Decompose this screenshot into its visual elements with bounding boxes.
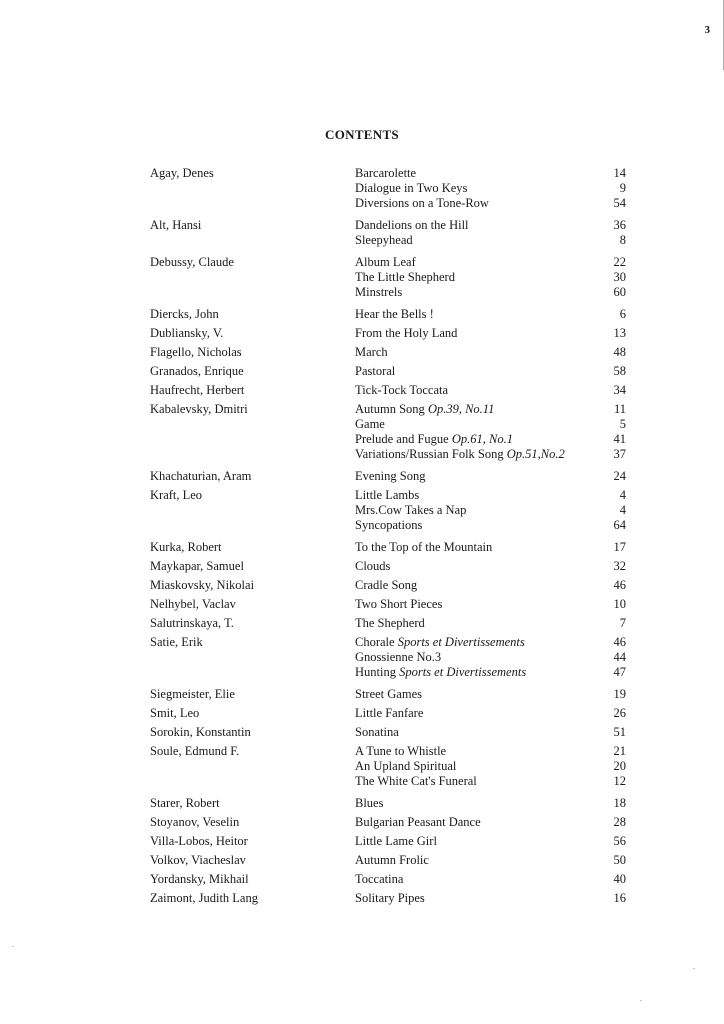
toc-entry [150, 255, 630, 300]
works-list [355, 687, 630, 702]
toc-entry [150, 469, 630, 484]
work-title-text: Barcarolette [355, 166, 417, 180]
work-title-text: Little Fanfare [355, 706, 424, 720]
scan-speck [640, 1000, 642, 1001]
work-title-text: March [355, 345, 388, 359]
composer-name: Nelhybel, Vaclav [150, 597, 236, 611]
page-ref: 47 [613, 665, 626, 679]
page-ref: 21 [613, 744, 626, 758]
works-list [355, 815, 630, 830]
works-list [355, 364, 630, 379]
work-title [355, 834, 437, 849]
composer-name: Starer, Robert [150, 796, 220, 810]
work-title-text: A Tune to Whistle [355, 744, 447, 758]
work-item [355, 326, 630, 341]
work-item [355, 834, 630, 849]
page-ref: 64 [613, 518, 626, 532]
work-item [355, 744, 630, 759]
work-title [355, 196, 489, 211]
work-title-text: Little Lame Girl [355, 834, 437, 848]
work-item [355, 725, 630, 740]
page-ref: 58 [613, 364, 626, 378]
composer-name: Satie, Erik [150, 635, 203, 649]
page-ref: 32 [613, 559, 626, 573]
work-opus: Sports et Divertissements [397, 635, 525, 649]
work-title-text: The Shepherd [355, 616, 425, 630]
scan-speck [12, 946, 14, 947]
works-list [355, 616, 630, 631]
work-item [355, 255, 630, 270]
composer-name: Stoyanov, Veselin [150, 815, 240, 829]
work-title [355, 650, 441, 665]
work-title [355, 233, 413, 248]
page-ref: 40 [613, 872, 626, 886]
works-list [355, 540, 630, 555]
works-list [355, 166, 630, 211]
page-ref: 51 [613, 725, 626, 739]
toc-entry [150, 345, 630, 360]
toc-entry [150, 891, 630, 906]
toc-entry [150, 218, 630, 248]
work-item [355, 270, 630, 285]
work-title [355, 285, 402, 300]
page-ref: 48 [613, 345, 626, 359]
work-item [355, 181, 630, 196]
composer-name: Miaskovsky, Nikolai [150, 578, 255, 592]
page-ref: 11 [613, 402, 626, 416]
composer-name: Volkov, Viacheslav [150, 853, 246, 867]
works-list [355, 402, 630, 462]
composer-name: Debussy, Claude [150, 255, 234, 269]
page-ref: 14 [613, 166, 626, 180]
work-item [355, 447, 630, 462]
work-title-text: Game [355, 417, 385, 431]
toc-entry [150, 706, 630, 721]
composer-name: Khachaturian, Aram [150, 469, 252, 483]
work-title [355, 181, 467, 196]
toc-entry [150, 383, 630, 398]
work-item [355, 597, 630, 612]
work-title [355, 166, 416, 181]
work-item [355, 345, 630, 360]
work-title-text: Street Games [355, 687, 422, 701]
page-ref: 26 [613, 706, 626, 720]
work-item [355, 650, 630, 665]
works-list [355, 597, 630, 612]
page-ref: 37 [613, 447, 626, 461]
composer-name: Soule, Edmund F. [150, 744, 240, 758]
work-item [355, 540, 630, 555]
work-title [355, 744, 446, 759]
work-title-text: Tick-Tock Toccata [355, 383, 449, 397]
toc-entry [150, 326, 630, 341]
work-title [355, 364, 395, 379]
page-ref: 7 [619, 616, 626, 630]
work-title [355, 326, 457, 341]
work-title [355, 578, 417, 593]
page-title: CONTENTS [325, 127, 399, 142]
work-title [355, 687, 422, 702]
work-title-text: Dialogue in Two Keys [355, 181, 468, 195]
toc-entry [150, 744, 630, 789]
page-ref: 44 [613, 650, 626, 664]
page-ref: 50 [613, 853, 626, 867]
composer-name: Granados, Enrique [150, 364, 244, 378]
work-item [355, 166, 630, 181]
work-title [355, 665, 526, 680]
toc-entry [150, 488, 630, 533]
toc-entry [150, 725, 630, 740]
work-item [355, 774, 630, 789]
toc-entry [150, 307, 630, 322]
work-title [355, 616, 425, 631]
work-title-text: Two Short Pieces [355, 597, 443, 611]
work-title-text: Autumn Song [355, 402, 428, 416]
work-title-text: Hear the Bells ! [355, 307, 434, 321]
work-title [355, 635, 525, 650]
work-title-text: Toccatina [355, 872, 404, 886]
work-title-text: An Upland Spiritual [355, 759, 457, 773]
works-list [355, 578, 630, 593]
work-opus: Op.39, No.11 [427, 402, 495, 416]
work-item [355, 364, 630, 379]
work-title [355, 540, 492, 555]
page-ref: 22 [613, 255, 626, 269]
works-list [355, 635, 630, 680]
toc-entry [150, 796, 630, 811]
composer-name: Flagello, Nicholas [150, 345, 242, 359]
work-item [355, 469, 630, 484]
work-title [355, 815, 481, 830]
work-item [355, 307, 630, 322]
page-ref: 20 [613, 759, 626, 773]
work-item [355, 796, 630, 811]
toc-entry [150, 834, 630, 849]
work-item [355, 402, 630, 417]
work-title-text: Dandelions on the Hill [355, 218, 469, 232]
work-title [355, 469, 425, 484]
works-list [355, 744, 630, 789]
toc-entry [150, 559, 630, 574]
works-list [355, 469, 630, 484]
page-ref: 60 [613, 285, 626, 299]
works-list [355, 218, 630, 248]
composer-name: Salutrinskaya, T. [150, 616, 234, 630]
works-list [355, 345, 630, 360]
work-item [355, 706, 630, 721]
page-ref: 19 [613, 687, 626, 701]
composer-name: Yordansky, Mikhail [150, 872, 249, 886]
composer-name: Dubliansky, V. [150, 326, 224, 340]
work-item [355, 853, 630, 868]
work-item [355, 196, 630, 211]
work-title-text: Minstrels [355, 285, 403, 299]
toc-entry [150, 578, 630, 593]
composer-name: Zaimont, Judith Lang [150, 891, 258, 905]
work-title-text: Blues [355, 796, 384, 810]
toc-entry [150, 853, 630, 868]
page-ref: 46 [613, 635, 626, 649]
work-title [355, 518, 422, 533]
work-title-text: Prelude and Fugue [355, 432, 452, 446]
work-title [355, 447, 565, 462]
work-title-text: Variations/Russian Folk Song [355, 447, 507, 461]
page-ref: 56 [613, 834, 626, 848]
work-item [355, 616, 630, 631]
work-title-text: To the Top of the Mountain [355, 540, 493, 554]
work-title [355, 255, 416, 270]
work-title [355, 345, 388, 360]
works-list [355, 834, 630, 849]
work-title [355, 796, 383, 811]
work-title [355, 706, 423, 721]
page-ref: 30 [613, 270, 626, 284]
works-list [355, 559, 630, 574]
toc-entry [150, 540, 630, 555]
page-number: 3 [704, 24, 710, 36]
work-item [355, 417, 630, 432]
work-item [355, 559, 630, 574]
works-list [355, 891, 630, 906]
work-title-text: Album Leaf [355, 255, 416, 269]
work-title-text: Mrs.Cow Takes a Nap [355, 503, 467, 517]
work-opus: Sports et Divertissements [399, 665, 527, 679]
works-list [355, 725, 630, 740]
toc-entry [150, 597, 630, 612]
work-title [355, 270, 455, 285]
work-title-text: Cradle Song [355, 578, 418, 592]
page-ref: 16 [613, 891, 626, 905]
work-title [355, 774, 477, 789]
work-title-text: Diversions on a Tone-Row [355, 196, 489, 210]
page-ref: 17 [613, 540, 626, 554]
work-item [355, 233, 630, 248]
work-title [355, 725, 399, 740]
composer-name: Kabalevsky, Dmitri [150, 402, 248, 416]
work-title [355, 503, 466, 518]
work-title [355, 759, 456, 774]
works-list [355, 488, 630, 533]
work-title-text: Evening Song [355, 469, 426, 483]
composer-name: Smit, Leo [150, 706, 200, 720]
page-ref: 54 [613, 196, 626, 210]
page-ref: 41 [613, 432, 626, 446]
work-title [355, 559, 390, 574]
work-item [355, 432, 630, 447]
works-list [355, 255, 630, 300]
composer-name: Kraft, Leo [150, 488, 203, 502]
toc-entry [150, 166, 630, 211]
works-list [355, 796, 630, 811]
work-title-text: Chorale [355, 635, 398, 649]
works-list [355, 307, 630, 322]
work-title-text: Bulgarian Peasant Dance [355, 815, 481, 829]
work-title-text: Syncopations [355, 518, 423, 532]
composer-name: Alt, Hansi [150, 218, 202, 232]
work-item [355, 872, 630, 887]
table-of-contents [150, 166, 630, 910]
work-item [355, 383, 630, 398]
work-title [355, 597, 442, 612]
page-ref: 4 [619, 488, 626, 502]
work-title-text: Little Lambs [355, 488, 420, 502]
work-title-text: Clouds [355, 559, 391, 573]
page-ref: 18 [613, 796, 626, 810]
work-title-text: Gnossienne No.3 [355, 650, 442, 664]
work-item [355, 518, 630, 533]
composer-name: Maykapar, Samuel [150, 559, 244, 573]
toc-entry [150, 364, 630, 379]
toc-entry [150, 616, 630, 631]
composer-name: Diercks, John [150, 307, 219, 321]
work-title [355, 872, 403, 887]
page-ref: 36 [613, 218, 626, 232]
toc-entry [150, 402, 630, 462]
work-item [355, 815, 630, 830]
page-ref: 6 [619, 307, 626, 321]
work-item [355, 503, 630, 518]
scan-speck [693, 968, 695, 969]
work-item [355, 578, 630, 593]
work-title [355, 891, 425, 906]
page-ref: 28 [613, 815, 626, 829]
work-title-text: Autumn Frolic [355, 853, 429, 867]
work-title-text: Hunting [355, 665, 400, 679]
page-ref: 10 [613, 597, 626, 611]
works-list [355, 326, 630, 341]
work-item [355, 285, 630, 300]
work-title-text: The Little Shepherd [355, 270, 455, 284]
composer-name: Villa-Lobos, Heitor [150, 834, 248, 848]
composer-name: Agay, Denes [150, 166, 214, 180]
work-title-text: Sonatina [355, 725, 399, 739]
work-title [355, 402, 494, 417]
page-ref: 13 [613, 326, 626, 340]
page-ref: 46 [613, 578, 626, 592]
work-title [355, 383, 448, 398]
composer-name: Sorokin, Konstantin [150, 725, 251, 739]
work-title [355, 307, 434, 322]
work-item [355, 218, 630, 233]
work-title [355, 417, 385, 432]
work-title [355, 853, 429, 868]
composer-name: Kurka, Robert [150, 540, 222, 554]
work-title-text: Sleepyhead [355, 233, 413, 247]
works-list [355, 383, 630, 398]
work-opus: Op.51,No.2 [506, 447, 565, 461]
page-ref: 34 [613, 383, 626, 397]
work-item [355, 488, 630, 503]
work-title-text: The White Cat's Funeral [355, 774, 477, 788]
composer-name: Siegmeister, Elie [150, 687, 235, 701]
works-list [355, 853, 630, 868]
page-ref: 5 [619, 417, 626, 431]
toc-entry [150, 815, 630, 830]
works-list [355, 706, 630, 721]
toc-entry [150, 687, 630, 702]
page-ref: 12 [613, 774, 626, 788]
work-item [355, 687, 630, 702]
page-ref: 4 [619, 503, 626, 517]
page-ref: 8 [619, 233, 626, 247]
page-ref: 9 [619, 181, 626, 195]
work-title [355, 488, 419, 503]
page-ref: 24 [613, 469, 626, 483]
works-list [355, 872, 630, 887]
toc-entry [150, 872, 630, 887]
work-opus: Op.61, No.1 [451, 432, 513, 446]
toc-entry [150, 635, 630, 680]
composer-name: Haufrecht, Herbert [150, 383, 245, 397]
work-title [355, 432, 513, 447]
work-title [355, 218, 469, 233]
work-title-text: Pastoral [355, 364, 396, 378]
work-item [355, 665, 630, 680]
work-item [355, 759, 630, 774]
work-item [355, 635, 630, 650]
work-title-text: Solitary Pipes [355, 891, 425, 905]
work-item [355, 891, 630, 906]
work-title-text: From the Holy Land [355, 326, 458, 340]
